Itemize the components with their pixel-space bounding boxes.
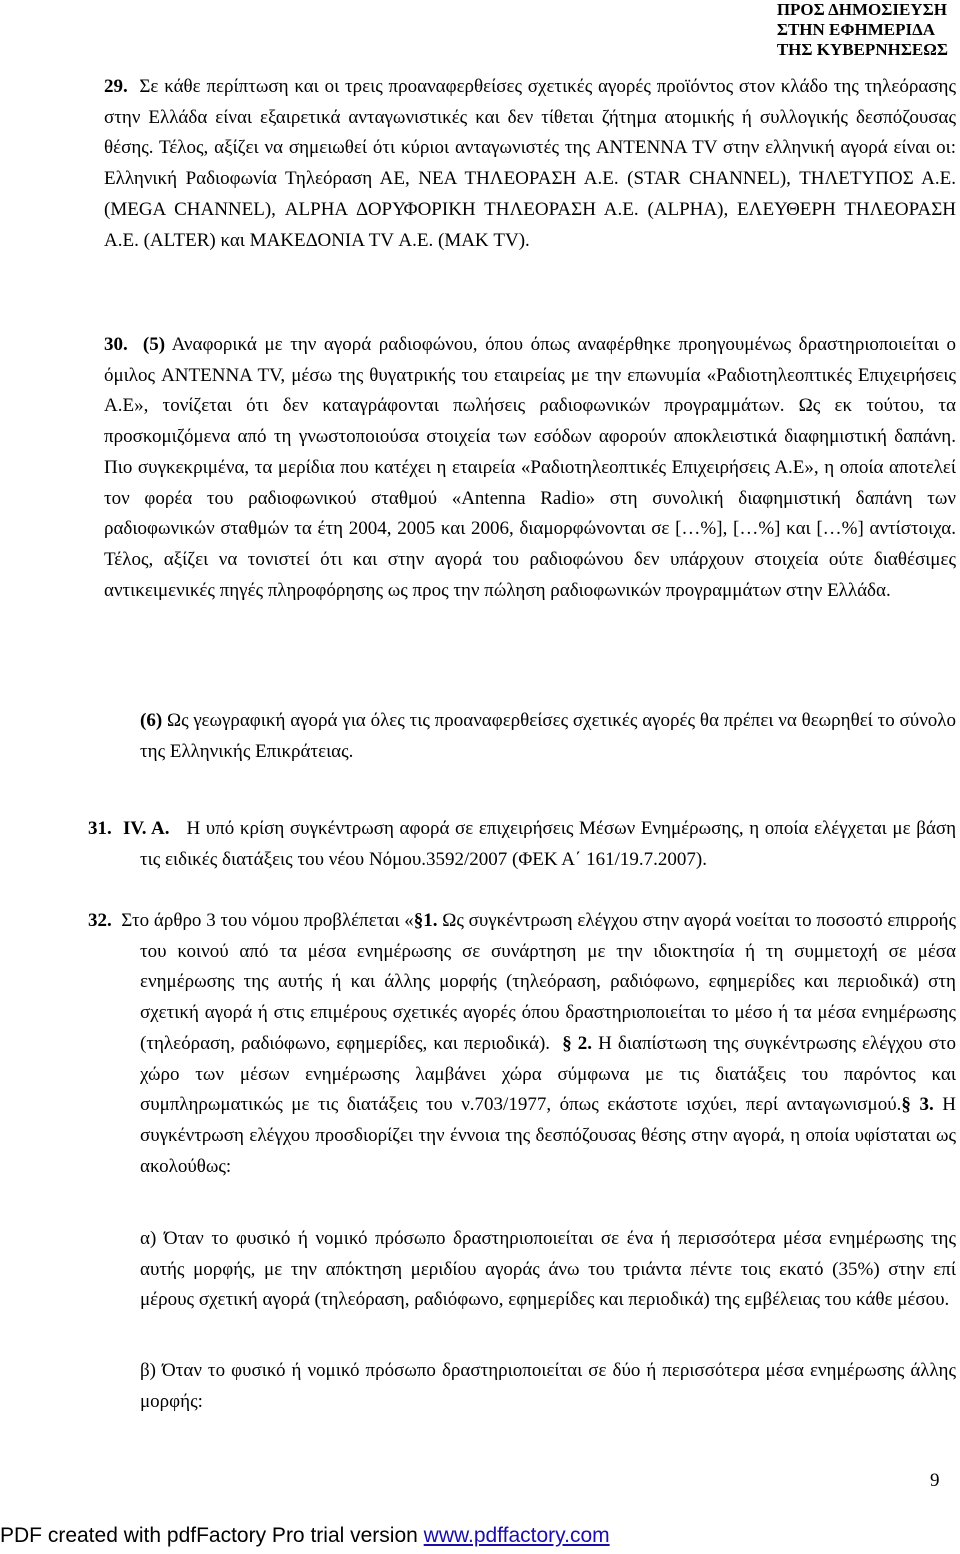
stamp-line-3: ΤΗΣ ΚΥΒΕΡΝΗΣΕΩΣ — [776, 40, 948, 59]
paragraph-29 — [104, 72, 956, 256]
paragraph-32 — [88, 906, 957, 1182]
footer-link[interactable]: www.pdffactory.com — [423, 1524, 610, 1547]
pdf-footer — [0, 1522, 960, 1550]
paragraph-number: 29. — [104, 76, 128, 97]
paragraph-marker: (6) — [140, 710, 163, 731]
paragraph-30-geographic — [140, 706, 956, 767]
clause-3-text: Η συγκέντρωση ελέγχου προσδιορίζει την έννοια της δεσπόζουσας θέσης στην αγορά, η οποία υφίσταται ως ακολούθως: — [140, 1094, 957, 1177]
section-sign-1: §1. — [413, 910, 438, 931]
paragraph-text: Ως γεωγραφική αγορά για όλες τις προαναφερθείσες σχετικές αγορές θα πρέπει να θεωρηθεί το σύνολο της Ελληνικής Επικράτειας. — [140, 710, 956, 762]
paragraph-text: Η υπό κρίση συγκέντρωση αφορά σε επιχειρήσεις Μέσων Ενημέρωσης, η οποία ελέγχεται με βάση τις ειδικές διατάξεις του νέου Νόμου.3592/2007 (ΦΕΚ Α΄ 161/19.7.2007). — [140, 818, 957, 870]
paragraph-intro: Στο άρθρο 3 του νόμου προβλέπεται « — [121, 910, 414, 931]
section-sign-2: § 2. — [562, 1032, 593, 1054]
paragraph-text: Σε κάθε περίπτωση και οι τρεις προαναφερθείσες σχετικές αγορές προϊόντος στον κλάδο της τηλεόρασης στην Ελλάδα είναι εξαιρετικά ανταγωνιστικές και δεν τίθεται ζήτημα ατομικής ή συλλογικής δεσπόζουσας θέσης. Τέλος, αξίζει να σημειωθεί ότι κύριοι ανταγωνιστές της ANTENNA TV στην ελληνική αγορά είναι οι: Ελληνική Ραδιοφωνία Τηλεόραση ΑΕ, ΝΕΑ ΤΗΛΕΟΡΑΣΗ Α.Ε. (STAR CHANNEL), ΤΗΛΕΤΥΠΟΣ Α.Ε. (MEGA CHANNEL), ALPHA ΔΟΡΥΦΟΡΙΚΗ ΤΗΛΕΟΡΑΣΗ Α.Ε. (ALPHA), ΕΛΕΥΘΕΡΗ ΤΗΛΕΟΡΑΣΗ Α.Ε. (ALTER) και ΜΑΚΕΔΟΝΙΑ TV Α.Ε. (ΜΑΚ TV). — [104, 76, 956, 251]
paragraph-number: 32. — [88, 910, 112, 931]
paragraph-a — [140, 1224, 956, 1316]
paragraph-number: 31. — [88, 818, 112, 839]
stamp-line-1: ΠΡΟΣ ΔΗΜΟΣΙΕΥΣΗ — [776, 0, 947, 19]
paragraph-number: 30. — [104, 334, 128, 355]
paragraph-marker: (5) — [142, 334, 166, 355]
paragraph-text: α) Όταν το φυσικό ή νομικό πρόσωπο δραστηριοποιείται σε ένα ή περισσότερα μέσα ενημέρωσης της αυτής μορφής, με την απόκτηση μεριδίου αγοράς άνω του τριάντα πέντε τοις εκατό (35%) στην επί μέρους σχετική αγορά (τηλεόραση, ραδιόφωνο, εφημερίδες και περιοδικά) της εμβέλειας του κάθε μέσου. — [140, 1228, 956, 1311]
clause-1-text: Ως συγκέντρωση ελέγχου στην αγορά νοείται το ποσοστό επιρροής του κοινού από τα μέσα ενημέρωσης σε συνάρτηση με την ιδιοκτησία ή τη συμμετοχή σε μέσα ενημέρωσης της αυτής ή και άλλης μορφής (τηλεόραση, ραδιόφωνο, εφημερίδες και περιοδικά) στη σχετική αγορά ή στις επιμέρους σχετικές αγορές όπου δραστηριοποιείται το μέσο ή τα μέσα ενημέρωσης (τηλεόραση, ραδιόφωνο, εφημερίδες, και περιοδικά). — [140, 910, 957, 1054]
paragraph-31 — [88, 814, 957, 875]
paragraph-text: β) Όταν το φυσικό ή νομικό πρόσωπο δραστηριοποιείται σε δύο ή περισσότερα μέσα ενημέρωσης άλλης μορφής: — [140, 1360, 956, 1412]
page-number: 9 — [930, 1470, 940, 1491]
clause-2-text: Η διαπίστωση της συγκέντρωσης ελέγχου στο χώρο των μέσων ενημέρωσης λαμβάνει χώρα σύμφωνα με τις διατάξεις του παρόντος και συμπληρωματικώς με τις διατάξεις του ν.703/1977, όπως εκάστοτε ισχύει, περί ανταγωνισμού. — [140, 1032, 956, 1116]
paragraph-30 — [104, 330, 956, 606]
footer-text: PDF created with pdfFactory Pro trial version — [0, 1524, 424, 1547]
stamp-line-2: ΣΤΗΝ ΕΦΗΜΕΡΙΔΑ — [776, 20, 936, 39]
paragraph-b — [140, 1356, 956, 1417]
paragraph-text: Αναφορικά με την αγορά ραδιοφώνου, όπου όπως αναφέρθηκε προηγουμένως δραστηριοποιείται ο όμιλος ANTENNA TV, μέσω της θυγατρικής του εταιρείας με την επωνυμία «Ραδιοτηλεοπτικές Επιχειρήσεις Α.Ε», τονίζεται ότι δεν καταγράφονται πωλήσεις ραδιοφωνικών προγραμμάτων. Ως εκ τούτου, τα προσκομιζόμενα από τη γνωστοποιούσα στοιχεία των εσόδων αφορούν αποκλειστικά διαφημιστική δαπάνη. Πιο συγκεκριμένα, τα μερίδια που κατέχει η εταιρεία «Ραδιοτηλεοπτικές Επιχειρήσεις Α.Ε», η οποία αποτελεί τον φορέα του ραδιοφωνικού σταθμού «Antenna Radio» στη συνολική διαφημιστική δαπάνη των ραδιοφωνικών σταθμών τα έτη 2004, 2005 και 2006, διαμορφώνονται σε […%], […%] και […%] αντίστοιχα. Τέλος, αξίζει να τονιστεί ότι και στην αγορά του ραδιοφώνου δεν υπάρχουν στοιχεία ούτε διαθέσιμες αντικειμενικές πηγές πληροφόρησης ως προς την πώληση ραδιοφωνικών προγραμμάτων στην Ελλάδα. — [104, 334, 957, 601]
section-sign-3: § 3. — [901, 1094, 934, 1116]
section-heading: IV. A. — [123, 818, 170, 839]
